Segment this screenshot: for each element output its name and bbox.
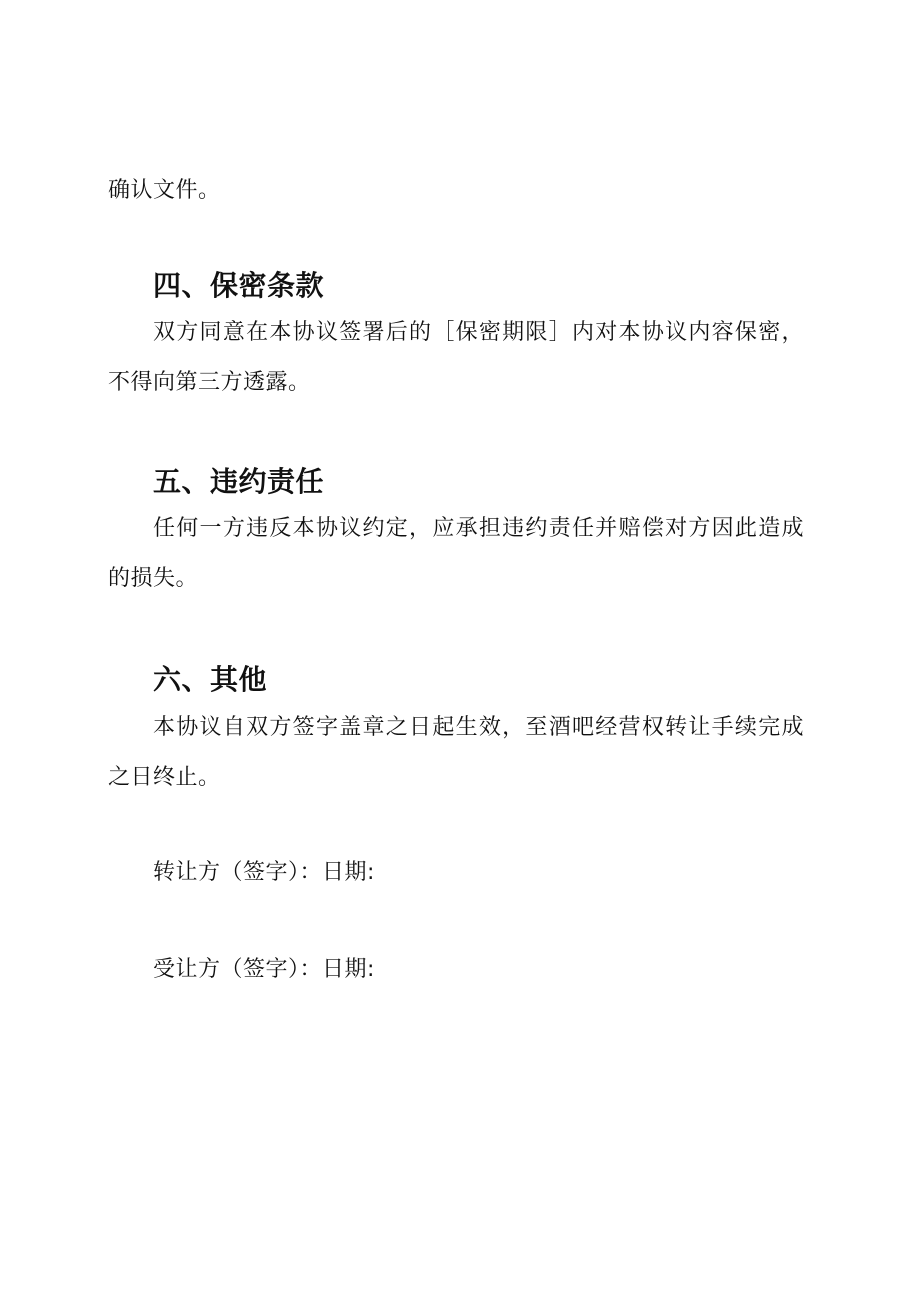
liability-paragraph-line-1: 任何一方违反本协议约定，应承担违约责任并赔偿对方因此造成 [153, 516, 804, 541]
transferor-signature-line: 转让方（签字）：日期: [153, 860, 375, 885]
continuation-text: 确认文件。 [108, 178, 221, 203]
liability-paragraph-line-2: 的损失。 [108, 566, 199, 591]
other-paragraph-line-2: 之日终止。 [108, 765, 221, 790]
section-heading-confidentiality: 四、保密条款 [153, 269, 325, 302]
confidentiality-paragraph-line-2: 不得向第三方透露。 [108, 370, 311, 395]
transferee-signature-line: 受让方（签字）：日期: [153, 957, 375, 982]
section-heading-liability: 五、违约责任 [153, 465, 325, 498]
section-heading-other: 六、其他 [153, 663, 268, 696]
other-paragraph-line-1: 本协议自双方签字盖章之日起生效，至酒吧经营权转让手续完成 [153, 715, 804, 740]
confidentiality-paragraph-line-1: 双方同意在本协议签署后的［保密期限］内对本协议内容保密， [153, 320, 804, 345]
